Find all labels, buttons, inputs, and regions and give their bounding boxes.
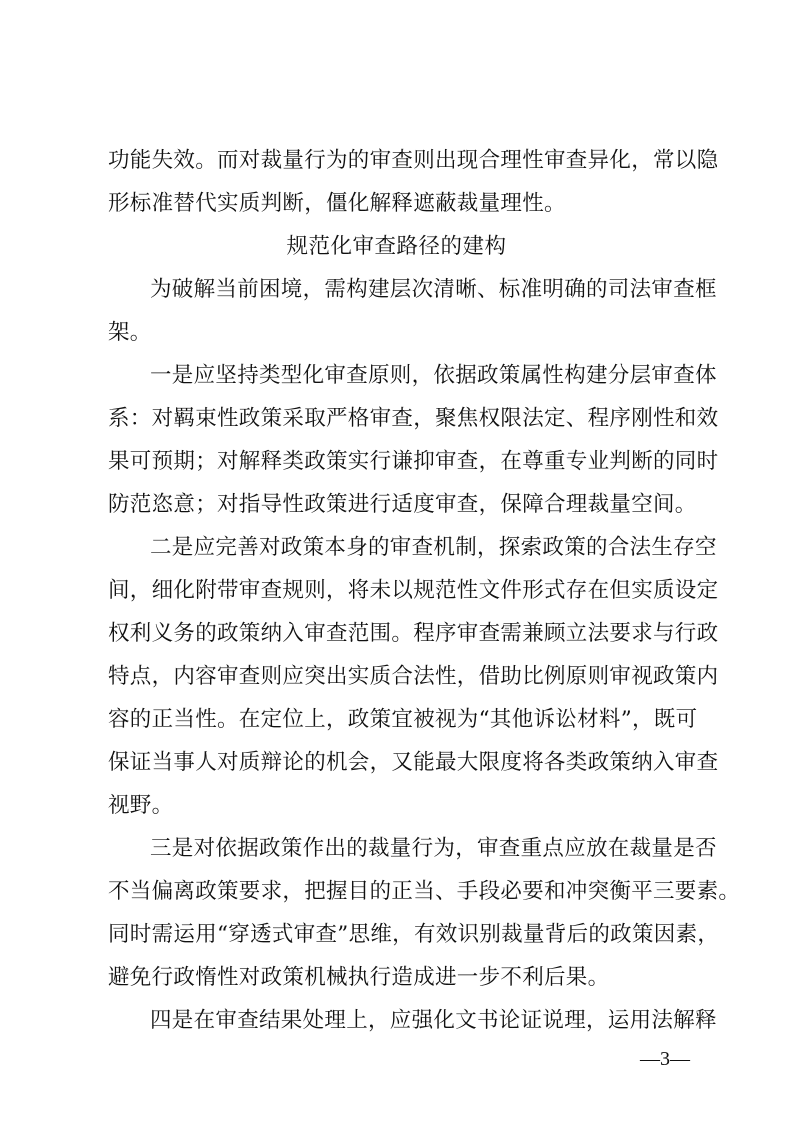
paragraph-line: 容的正当性。在定位上，政策宜被视为“其他诉讼材料”，既可 [108,707,698,732]
paragraph-line: 间，细化附带审查规则，将未以规范性文件形式存在但实质设定 [108,578,719,603]
paragraph-line: 四是在审查结果处理上，应强化文书论证说理，运用法解释 [150,1008,717,1033]
paragraph-line: 三是对依据政策作出的裁量行为，审查重点应放在裁量是否 [150,836,717,861]
paragraph-line: 同时需运用“穿透式审查”思维，有效识别裁量背后的政策因素， [108,922,720,947]
paragraph-line: 不当偏离政策要求，把握目的正当、手段必要和冲突衡平三要素。 [108,879,741,904]
paragraph-line: 为破解当前困境，需构建层次清晰、标准明确的司法审查框 [150,277,717,302]
page-number: —3— [640,1048,690,1070]
paragraph-line: 权利义务的政策纳入审查范围。程序审查需兼顾立法要求与行政 [108,621,719,646]
paragraph-line: 避免行政惰性对政策机械执行造成进一步不利后果。 [108,965,610,990]
paragraph-line: 系：对羁束性政策采取严格审查，聚焦权限法定、程序刚性和效 [108,406,719,431]
paragraph-line: 特点，内容审查则应突出实质合法性，借助比例原则审视政策内 [108,664,719,689]
paragraph-line: 二是应完善对政策本身的审查机制，探索政策的合法生存空 [150,535,717,560]
paragraph-line: 视野。 [108,793,174,818]
paragraph-line: 一是应坚持类型化审查原则，依据政策属性构建分层审查体 [150,363,717,388]
paragraph-line: 果可预期；对解释类政策实行谦抑审查，在尊重专业判断的同时 [108,449,719,474]
section-heading: 规范化审查路径的建构 [286,234,507,259]
paragraph-line: 架。 [108,320,152,345]
paragraph-line: 功能失效。而对裁量行为的审查则出现合理性审查异化，常以隐 [108,148,719,173]
paragraph-line: 保证当事人对质辩论的机会，又能最大限度将各类政策纳入审查 [108,750,719,775]
paragraph-line: 形标准替代实质判断，僵化解释遮蔽裁量理性。 [108,191,566,216]
paragraph-line: 防范恣意；对指导性政策进行适度审查，保障合理裁量空间。 [108,492,697,517]
